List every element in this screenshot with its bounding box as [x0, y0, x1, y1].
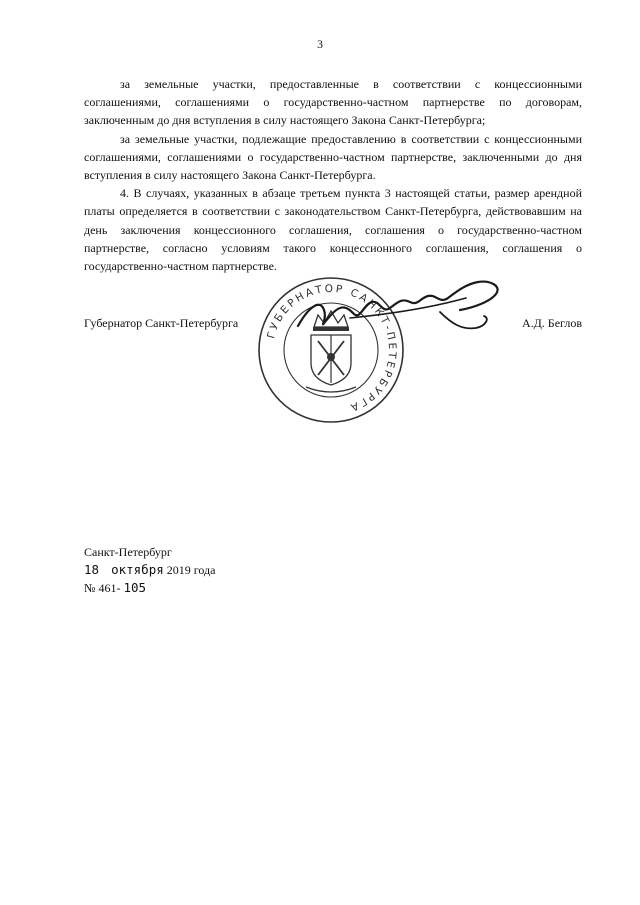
number-prefix: № 461- [84, 581, 121, 595]
signatory-name: А.Д. Беглов [521, 316, 582, 330]
document-number-line [84, 579, 215, 597]
body-text [84, 75, 582, 275]
page-number: 3 [317, 37, 323, 51]
svg-text:ГУБЕРНАТОР САНКТ-ПЕТЕРБУРГА: ГУБЕРНАТОР САНКТ-ПЕТЕРБУРГА [265, 282, 399, 415]
date-month: октября [111, 562, 164, 577]
date-year: 2019 года [166, 563, 216, 577]
document-number: 105 [123, 580, 147, 595]
date-day: 18 [84, 562, 100, 577]
place-date-block [84, 544, 215, 597]
paragraph: за земельные участки, предоставленные в соответствии с концессионными соглашениями, соглашениями о государственно-частном партнерстве по договорам, заключенным до дня вступления в силу настоящего Закона Санкт-Петербурга; [84, 77, 582, 128]
date-line [84, 561, 215, 579]
paragraph: 4. В случаях, указанных в абзаце третьем пункта 3 настоящей статьи, размер арендной платы определяется в соответствии с законодательством Санкт-Петербурга, действовавшим на день заключения концессионного соглашения, соглашения о государственно-частном партнерстве, согласно условиям такого концессионного соглашения, соглашения о государственно-частном партнерстве. [84, 186, 582, 274]
city: Санкт-Петербург [84, 545, 172, 559]
signatory-title: Губернатор Санкт-Петербурга [84, 316, 239, 330]
handwritten-signature-icon [290, 268, 520, 348]
paragraph: за земельные участки, подлежащие предоставлению в соответствии с концессионными соглашениями, соглашениями о государственно-частном партнерстве, заключенными до дня вступления в силу настоящего Закона Санкт-Петербурга. [84, 131, 582, 183]
